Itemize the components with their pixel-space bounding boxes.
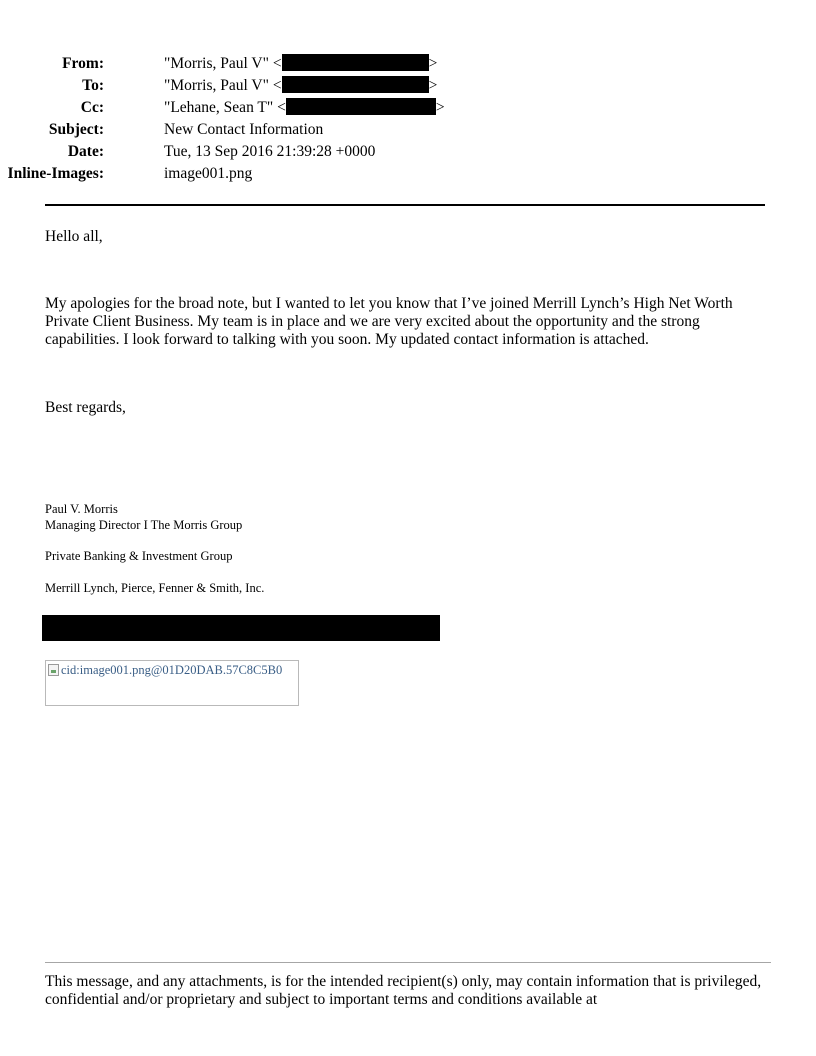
footer-disclaimer: This message, and any attachments, is for the intended recipient(s) only, may contain information that is privileged, confidential and/or proprietary and subject to important terms and conditions available at	[45, 973, 762, 1008]
cc-value	[164, 97, 445, 119]
email-header	[0, 53, 760, 185]
cc-close: >	[435, 99, 445, 116]
signature-name: Paul V. Morris	[45, 502, 118, 516]
to-close: >	[428, 77, 438, 94]
from-value	[164, 53, 437, 75]
date-row	[0, 141, 760, 163]
from-name: "Morris, Paul V" <	[164, 55, 282, 72]
signature-firm: Merrill Lynch, Pierce, Fenner & Smith, Inc.	[45, 581, 265, 595]
redacted-to-email	[282, 76, 429, 93]
inline-image-alt-text[interactable]: cid:image001.png@01D20DAB.57C8C5B0	[61, 663, 283, 677]
subject-label: Subject:	[48, 121, 104, 138]
inline-images-value: image001.png	[164, 165, 253, 182]
broken-image-icon	[48, 664, 59, 676]
footer-divider	[45, 962, 771, 963]
to-name: "Morris, Paul V" <	[164, 77, 282, 94]
greeting: Hello all,	[45, 228, 103, 245]
subject-value: New Contact Information	[164, 121, 324, 138]
signature-title: Managing Director I The Morris Group	[45, 518, 243, 532]
subject-row	[0, 119, 760, 141]
to-row	[0, 75, 760, 97]
from-close: >	[428, 55, 438, 72]
date-label: Date:	[67, 143, 104, 160]
header-divider	[45, 204, 765, 206]
to-label: To:	[82, 77, 104, 94]
redacted-cc-email	[286, 98, 436, 115]
to-value	[164, 75, 437, 97]
closing: Best regards,	[45, 399, 126, 416]
redacted-from-email	[282, 54, 429, 71]
cc-name: "Lehane, Sean T" <	[164, 99, 286, 116]
redacted-contact-bar	[42, 615, 440, 641]
cc-label: Cc:	[80, 99, 104, 116]
inline-images-row	[0, 163, 760, 185]
date-value: Tue, 13 Sep 2016 21:39:28 +0000	[164, 143, 376, 160]
from-row	[0, 53, 760, 75]
cc-row	[0, 97, 760, 119]
inline-images-label: Inline-Images:	[7, 165, 104, 182]
inline-image-placeholder[interactable]	[45, 660, 299, 706]
signature-group: Private Banking & Investment Group	[45, 549, 233, 563]
body-paragraph: My apologies for the broad note, but I wanted to let you know that I’ve joined Merrill Lynch’s High Net Worth Private Client Business. My team is in place and we are very excited about the opportunity and the strong capabilities. I look forward to talking with you soon. My updated contact information is attached.	[45, 295, 733, 348]
signature-block	[45, 501, 242, 533]
from-label: From:	[62, 55, 104, 72]
